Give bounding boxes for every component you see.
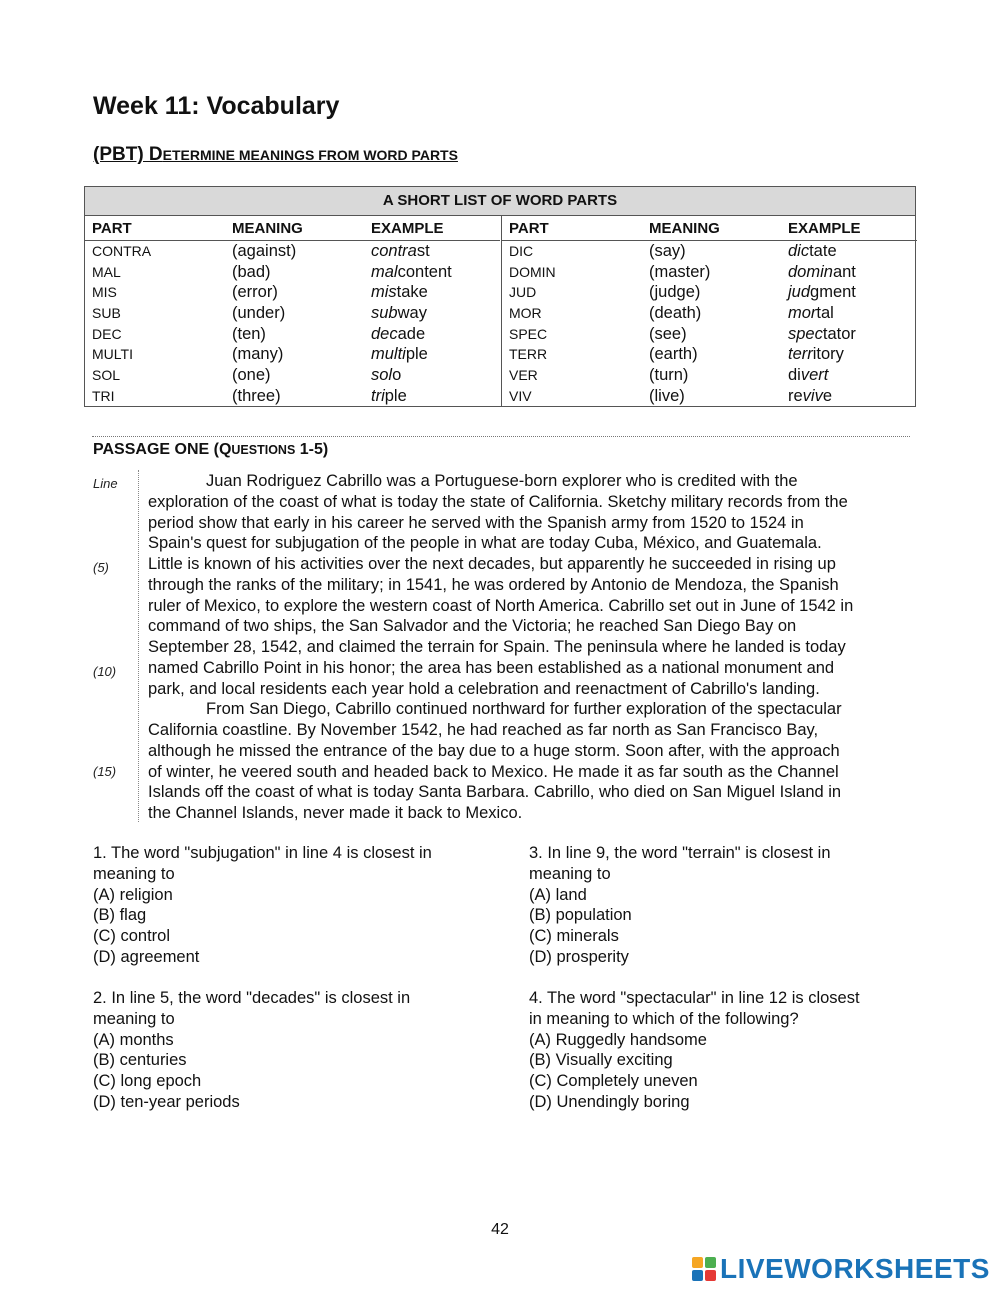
example-root: terr xyxy=(788,345,813,364)
question-2 xyxy=(93,988,410,1113)
liveworksheets-logo[interactable] xyxy=(692,1254,990,1284)
example-root: sub xyxy=(371,304,398,323)
line-number-label: (15) xyxy=(93,764,117,779)
word-part-row xyxy=(502,386,917,407)
word-part: DOMIN xyxy=(509,263,556,280)
passage-line: although he missed the entrance of the bay due to a huge storm. Soon after, with the approach xyxy=(148,741,840,760)
word-part: MAL xyxy=(92,263,121,280)
word-parts-left-column xyxy=(85,216,500,407)
word-part-example xyxy=(788,344,844,365)
example-prefix: di xyxy=(788,366,801,385)
word-part-meaning: (three) xyxy=(232,386,281,405)
word-part-example xyxy=(371,344,428,365)
line-number-label: (10) xyxy=(93,664,117,679)
word-part-row xyxy=(502,324,917,345)
example-root: domin xyxy=(788,262,833,281)
passage-line: of winter, he veered south and headed back to Mexico. He made it as far south as the Channel xyxy=(148,762,839,781)
example-suffix: way xyxy=(397,304,427,323)
word-part-row xyxy=(502,262,917,283)
word-part-meaning: (death) xyxy=(649,304,702,323)
example-root: dec xyxy=(371,324,398,343)
question-4 xyxy=(529,988,860,1113)
word-part-meaning: (judge) xyxy=(649,283,701,302)
word-part-meaning: (bad) xyxy=(232,262,271,281)
passage-line: ruler of Mexico, to explore the western coast of North America. Cabrillo set out in June of 1542 in xyxy=(148,596,854,615)
section-title-lead: (PBT) D xyxy=(93,144,163,165)
example-suffix: itory xyxy=(812,345,844,364)
word-part-example xyxy=(371,365,401,386)
passage-line: command of two ships, the San Salvador and the Victoria; he reached San Diego Bay on xyxy=(148,617,797,636)
question-stem: 3. In line 9, the word "terrain" is closest in xyxy=(529,844,831,862)
word-part-example xyxy=(371,241,430,262)
example-suffix: ant xyxy=(832,262,856,281)
example-root: viv xyxy=(802,386,823,405)
word-part-row xyxy=(85,324,500,345)
passage-line: the Channel Islands, never made it back to Mexico. xyxy=(148,804,523,822)
answer-option[interactable]: (A) Ruggedly handsome xyxy=(529,1030,707,1049)
page-number: 42 xyxy=(491,1221,509,1238)
word-part-row xyxy=(502,365,917,386)
passage-line: named Cabrillo Point in his honor; the area has been established as a national monument and xyxy=(148,658,835,677)
example-suffix: tate xyxy=(809,242,837,260)
word-parts-table-header: A SHORT LIST OF WORD PARTS xyxy=(85,187,915,216)
word-part: MULTI xyxy=(92,346,133,363)
column-header-part: PART xyxy=(509,220,549,237)
column-header-row xyxy=(85,216,500,241)
answer-option[interactable]: (D) prosperity xyxy=(529,947,629,966)
example-root: tri xyxy=(371,386,385,405)
example-root: mal xyxy=(371,262,398,281)
word-part-example xyxy=(788,262,856,283)
word-part-example xyxy=(788,386,832,407)
word-part-meaning: (ten) xyxy=(232,324,266,343)
word-parts-right-column xyxy=(501,216,917,407)
example-suffix: gment xyxy=(810,283,856,302)
word-parts-table xyxy=(84,186,916,407)
passage-line: Spain's quest for subjugation of the people in what are today Cuba, México, and Guatemala. xyxy=(148,534,822,553)
column-header-meaning: MEANING xyxy=(649,220,720,237)
word-part-example xyxy=(788,241,837,262)
example-prefix: re xyxy=(788,386,803,405)
answer-option[interactable]: (D) ten-year periods xyxy=(93,1092,240,1111)
word-part-meaning: (turn) xyxy=(649,366,689,385)
word-part-row xyxy=(502,282,917,303)
passage-line: From San Diego, Cabrillo continued northward for further exploration of the spectacular xyxy=(206,700,842,719)
word-part-example xyxy=(371,303,427,324)
answer-option[interactable]: (C) control xyxy=(93,927,171,945)
passage-line: exploration of the coast of what is today the state of California. Sketchy military records from the xyxy=(148,492,848,511)
passage-title-range: 1-5) xyxy=(295,441,329,458)
question-stem: in meaning to which of the following? xyxy=(529,1009,799,1028)
example-suffix: take xyxy=(396,283,428,302)
example-root: dic xyxy=(788,242,810,260)
example-root: contra xyxy=(371,242,417,260)
word-part: SUB xyxy=(92,305,121,322)
passage-line: period show that early in his career he served with the Spanish army from 1520 to 1524 in xyxy=(148,513,804,532)
word-part-meaning: (say) xyxy=(649,242,686,260)
word-part-row xyxy=(85,344,500,365)
word-part-row xyxy=(502,344,917,365)
word-part-row xyxy=(85,282,500,303)
word-part-example xyxy=(371,262,452,283)
page-title: Week 11: Vocabulary xyxy=(93,92,340,120)
word-part-meaning: (error) xyxy=(232,283,278,302)
answer-option[interactable]: (C) Completely uneven xyxy=(529,1072,698,1090)
example-root: spec xyxy=(788,324,823,343)
passage-line: September 28, 1542, and claimed the terrain for Spain. The peninsula where he landed is today xyxy=(148,638,846,656)
example-root: sol xyxy=(371,366,393,385)
section-divider xyxy=(92,436,910,437)
word-part-meaning: (see) xyxy=(649,324,687,343)
word-part: CONTRA xyxy=(92,243,152,259)
word-part-meaning: (one) xyxy=(232,366,271,385)
column-header-example: EXAMPLE xyxy=(788,220,861,237)
answer-option[interactable]: (B) centuries xyxy=(93,1051,187,1070)
question-stem: meaning to xyxy=(93,1009,175,1028)
example-suffix: content xyxy=(397,262,452,281)
section-title xyxy=(93,144,458,166)
passage-title-main: PASSAGE ONE (Q xyxy=(93,441,232,458)
word-part-meaning: (earth) xyxy=(649,345,698,364)
word-part-row xyxy=(85,303,500,324)
section-title-rest: ETERMINE MEANINGS FROM WORD PARTS xyxy=(162,147,458,163)
question-stem: 2. In line 5, the word "decades" is closest in xyxy=(93,989,411,1007)
answer-option[interactable]: (C) long epoch xyxy=(93,1072,202,1090)
passage-title xyxy=(93,441,328,459)
answer-option[interactable]: (D) Unendingly boring xyxy=(529,1092,690,1111)
question-1 xyxy=(93,843,432,968)
word-part-example xyxy=(788,303,834,324)
passage-line: through the ranks of the military; in 1541, he was ordered by Antonio de Mendoza, the Spanish xyxy=(148,575,839,594)
example-suffix: ade xyxy=(397,324,426,343)
logo-blocks-icon xyxy=(692,1257,716,1281)
answer-option[interactable]: (A) months xyxy=(93,1030,174,1049)
example-suffix: e xyxy=(822,386,833,405)
example-suffix: o xyxy=(392,366,402,385)
column-header-meaning: MEANING xyxy=(232,220,303,237)
word-part: DIC xyxy=(509,243,534,259)
word-part: DEC xyxy=(92,325,122,342)
example-suffix: tal xyxy=(816,304,834,323)
column-header-row xyxy=(502,216,917,241)
word-part-example xyxy=(788,324,856,345)
word-part-row xyxy=(502,303,917,324)
example-suffix: tator xyxy=(822,324,856,343)
question-3 xyxy=(529,843,831,968)
line-number-label: (5) xyxy=(93,560,109,575)
answer-option[interactable]: (B) flag xyxy=(93,906,147,925)
word-part: JUD xyxy=(509,284,537,301)
word-part-row xyxy=(85,241,500,262)
word-part-meaning: (master) xyxy=(649,262,711,281)
word-part-meaning: (against) xyxy=(232,242,297,260)
answer-option[interactable]: (B) population xyxy=(529,906,632,925)
column-header-example: EXAMPLE xyxy=(371,220,444,237)
word-part: SOL xyxy=(92,367,121,384)
word-part-meaning: (under) xyxy=(232,304,286,323)
logo-block xyxy=(705,1270,716,1281)
word-part: MIS xyxy=(92,284,117,301)
answer-option[interactable]: (A) religion xyxy=(93,885,173,904)
word-part-row xyxy=(85,262,500,283)
example-suffix: ple xyxy=(405,345,428,364)
example-root: jud xyxy=(788,283,811,302)
logo-text: LIVEWORKSHEETS xyxy=(720,1253,990,1284)
word-part-row xyxy=(502,241,917,262)
question-stem: 4. The word "spectacular" in line 12 is closest xyxy=(529,989,860,1007)
answer-option[interactable]: (C) minerals xyxy=(529,927,619,945)
word-part-row xyxy=(85,386,500,407)
example-root: mis xyxy=(371,283,397,302)
answer-option[interactable]: (B) Visually exciting xyxy=(529,1051,673,1070)
example-root: vert xyxy=(800,366,829,385)
column-header-part: PART xyxy=(92,220,132,237)
passage-line: Juan Rodriguez Cabrillo was a Portuguese-born explorer who is credited with the xyxy=(206,472,798,490)
question-stem: 1. The word "subjugation" in line 4 is closest in xyxy=(93,844,432,862)
example-root: mor xyxy=(788,304,817,323)
passage-margin-rule xyxy=(138,470,139,822)
word-part-meaning: (many) xyxy=(232,345,284,364)
word-part-example xyxy=(371,282,428,303)
example-root: multi xyxy=(371,345,406,364)
logo-block xyxy=(692,1257,703,1268)
word-part-example xyxy=(788,282,856,303)
question-stem: meaning to xyxy=(93,864,175,883)
word-part: VIV xyxy=(509,387,532,404)
word-part: TERR xyxy=(509,346,548,363)
answer-option[interactable]: (A) land xyxy=(529,885,587,904)
word-part-row xyxy=(85,365,500,386)
example-suffix: st xyxy=(416,242,430,260)
word-part-example xyxy=(788,365,828,386)
word-part-meaning: (live) xyxy=(649,386,685,405)
passage-line: California coastline. By November 1542, he had reached as far north as San Francisco Bay, xyxy=(148,721,819,739)
passage-text xyxy=(148,471,923,824)
logo-block xyxy=(692,1270,703,1281)
line-number-label: Line xyxy=(93,476,118,491)
passage-line: Islands off the coast of what is today Santa Barbara. Cabrillo, who died on San Miguel Island in xyxy=(148,783,842,802)
passage-line: park, and local residents each year hold a celebration and reenactment of Cabrillo's landing. xyxy=(148,679,820,698)
question-stem: meaning to xyxy=(529,864,611,883)
logo-block xyxy=(705,1257,716,1268)
example-suffix: ple xyxy=(384,386,407,405)
passage-title-smallcaps: UESTIONS xyxy=(231,443,296,457)
answer-option[interactable]: (D) agreement xyxy=(93,947,200,966)
word-part-example xyxy=(371,386,407,407)
word-part-example xyxy=(371,324,425,345)
word-part: VER xyxy=(509,367,538,384)
passage-line: Little is known of his activities over the next decades, but apparently he succeeded in rising up xyxy=(148,555,836,573)
word-part: TRI xyxy=(92,387,115,404)
word-part: SPEC xyxy=(509,325,548,342)
word-part: MOR xyxy=(509,305,542,322)
